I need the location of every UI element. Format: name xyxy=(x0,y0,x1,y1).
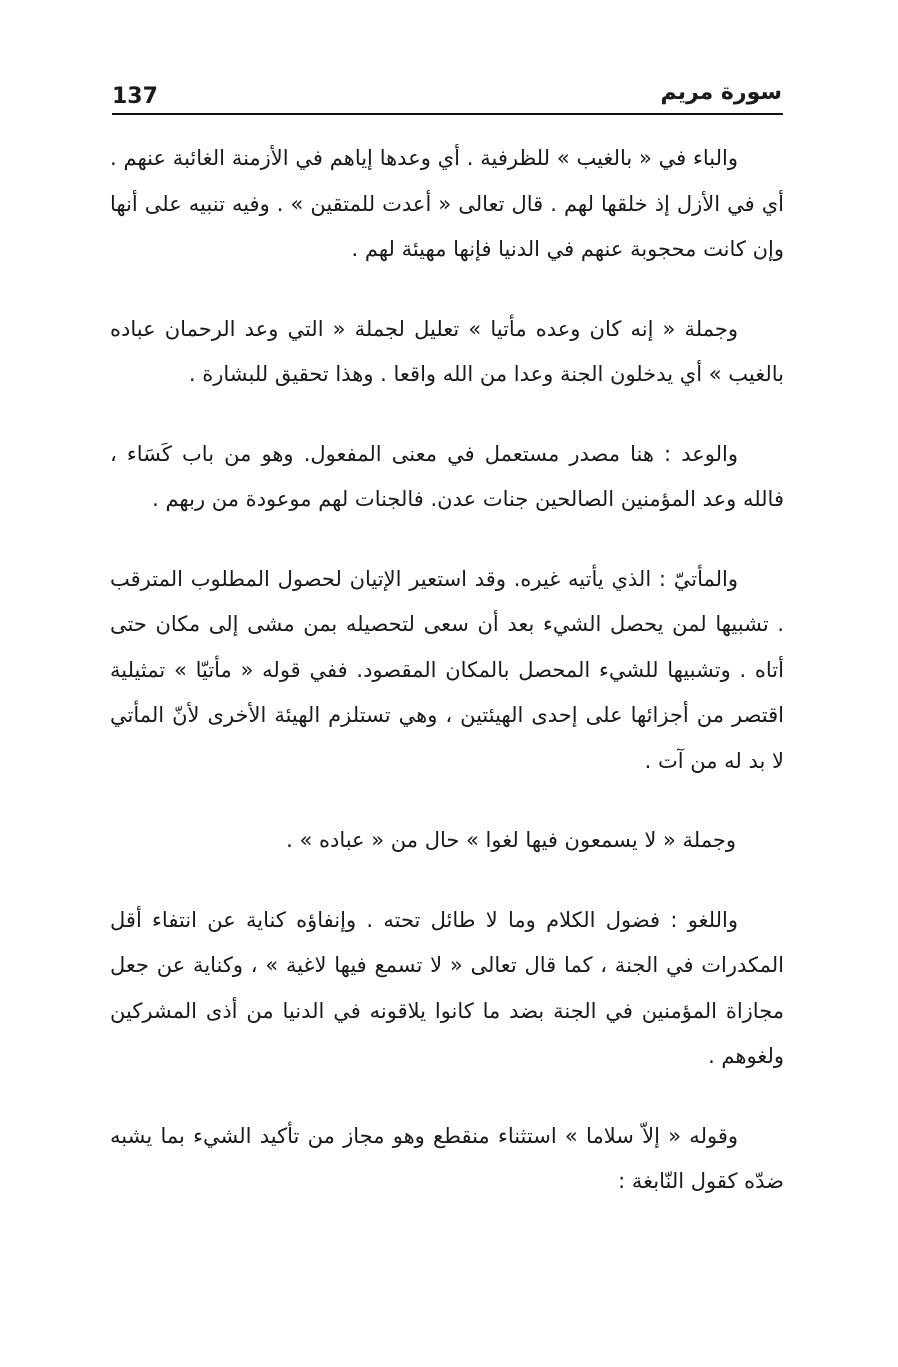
paragraph-5: وجملة « لا يسمعون فيها لغوا » حال من « عباده » . xyxy=(286,828,736,852)
paragraph-7: وقوله « إلاّ سلاما » استثناء منقطع وهو مجاز من تأكيد الشيء بما يشبه ضدّه كقول النّابغة : xyxy=(110,1123,784,1193)
header-rule xyxy=(112,113,783,115)
paragraph-3: والوعد : هنا مصدر مستعمل في معنى المفعول. وهو من باب كَسَاء ، فالله وعد المؤمنين الصالحين جنات عدن. فالجنات لهم موعودة من ربهم . xyxy=(110,441,784,511)
paragraph-1: والباء في « بالغيب » للظرفية . أي وعدها إياهم في الأزمنة الغائبة عنهم . أي في الأزل إذ خلقها لهم . قال تعالى « أعدت للمتقين » . وفيه تنبيه على أنها وإن كانت محجوبة عنهم في الدنيا فإنها مهيئة لهم . xyxy=(110,146,784,261)
page-header xyxy=(112,78,782,114)
paragraph-2: وجملة « إنه كان وعده مأتيا » تعليل لجملة « التي وعد الرحمان عباده بالغيب » أي يدخلون الجنة وعدا من الله واقعا . وهذا تحقيق للبشارة . xyxy=(110,316,784,386)
page-number: 137 xyxy=(112,84,158,109)
paragraph-4: والمأتيّ : الذي يأتيه غيره. وقد استعير الإتيان لحصول المطلوب المترقب . تشبيها لمن يحصل الشيء بعد أن سعى لتحصيله بمن مشى إلى مكان حتى أتاه . وتشبيها للشيء المحصل بالمكان المقصود. ففي قوله « مأتيّا » تمثيلية اقتصر من أجزائها على إحدى الهيئتين ، وهي تستلزم الهيئة الأخرى لأنّ المأتي لا بد له من آت . xyxy=(110,566,784,773)
paragraph-6: واللغو : فضول الكلام وما لا طائل تحته . وإنفاؤه كناية عن انتفاء أقل المكدرات في الجنة ، كما قال تعالى « لا تسمع فيها لاغية » ، وكناية عن جعل مجازاة المؤمنين في الجنة بضد ما كانوا يلاقونه في الدنيا من أذى المشركين ولغوهم . xyxy=(110,907,784,1068)
body-text xyxy=(110,136,784,1239)
surah-title: سورة مريم xyxy=(660,80,782,105)
